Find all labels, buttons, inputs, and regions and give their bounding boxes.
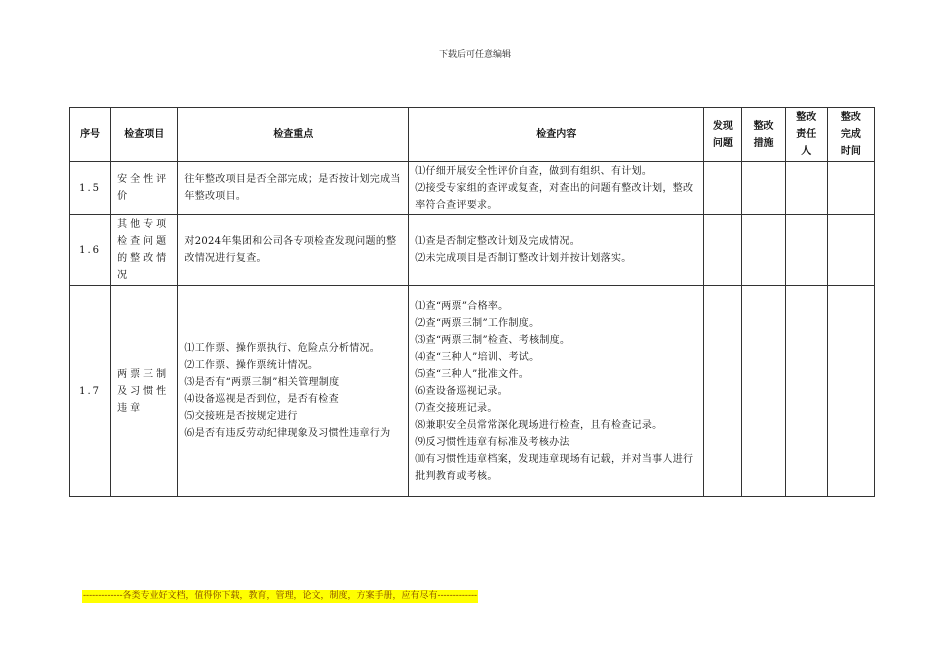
header-item: 检查项目 <box>111 108 178 162</box>
header-found-line2: 问题 <box>712 137 733 149</box>
content-line: ⑽有习惯性违章档案，发现违章现场有记载，并对当事人进行批判教育或考核。 <box>415 453 694 482</box>
cell-completion-time <box>827 215 874 286</box>
row-item: 安全性评价 <box>111 162 178 215</box>
cell-owner <box>785 286 827 497</box>
header-content: 检查内容 <box>409 108 704 162</box>
focus-line: ⑹是否有违反劳动纪律现象及习惯性违章行为 <box>184 428 391 439</box>
focus-line: ⑵工作票、操作票统计情况。 <box>184 360 319 371</box>
header-seq: 序号 <box>70 108 111 162</box>
content-line: ⑴查“两票”合格率。 <box>415 300 509 312</box>
row-seq: 1.5 <box>70 162 111 215</box>
table-row <box>70 215 875 286</box>
inspection-table <box>69 107 875 497</box>
header-found-issues <box>704 108 742 162</box>
content-line: ⑶查“两票三制”检查、考核制度。 <box>415 334 571 346</box>
content-line: ⑹查设备巡视记录。 <box>415 385 508 397</box>
row-seq: 1.7 <box>70 286 111 497</box>
content-line: ⑸查“三种人”批准文件。 <box>415 368 530 380</box>
content-line: ⑷查“三种人”培训、考试。 <box>415 351 540 363</box>
header-owner-line3: 人 <box>801 146 812 157</box>
header-completion-time <box>827 108 874 162</box>
header-found-line1: 发现 <box>712 120 733 132</box>
content-line: ⑴查是否制定整改计划及完成情况。 <box>415 236 581 247</box>
content-line: ⑵未完成项目是否制订整改计划并按计划落实。 <box>415 253 632 264</box>
header-measure-line1: 整改 <box>753 120 774 132</box>
row-focus: 往年整改项目是否全部完成；是否按计划完成当年整改项目。 <box>178 162 409 215</box>
focus-line: ⑴工作票、操作票执行、危险点分析情况。 <box>184 343 381 354</box>
page-header-note: 下载后可任意编辑 <box>438 50 511 60</box>
header-focus: 检查重点 <box>178 108 409 162</box>
content-line: ⑵接受专家组的查评或复查，对查出的问题有整改计划，整改率符合查评要求。 <box>415 182 694 211</box>
content-line: ⑼反习惯性违章有标准及考核办法 <box>415 436 570 448</box>
row-content <box>409 286 704 497</box>
row-focus: 对2024年集团和公司各专项检查发现问题的整改情况进行复查。 <box>178 215 409 286</box>
row-focus <box>178 286 409 497</box>
table-row <box>70 286 875 497</box>
row-item: 其他专项检查问题的整改情况 <box>111 215 178 286</box>
header-time-line3: 时间 <box>840 146 861 157</box>
cell-found-issues <box>704 215 742 286</box>
row-item: 两票三制及习惯性违章 <box>111 286 178 497</box>
content-line: ⑴仔细开展安全性评价自查，做到有组织、有计划。 <box>415 165 653 177</box>
row-seq: 1.6 <box>70 215 111 286</box>
cell-completion-time <box>827 162 874 215</box>
content-line: ⑺查交接班记录。 <box>415 402 498 414</box>
cell-completion-time <box>827 286 874 497</box>
cell-measures <box>742 215 785 286</box>
header-measures <box>742 108 785 162</box>
header-time-line1: 整改 <box>840 112 861 123</box>
focus-line: ⑶是否有“两票三制”相关管理制度 <box>184 377 340 388</box>
content-line: ⑵查“两票三制”工作制度。 <box>415 317 540 329</box>
row-content <box>409 162 704 215</box>
cell-owner <box>785 215 827 286</box>
header-owner-line2: 责任 <box>796 129 817 140</box>
cell-owner <box>785 162 827 215</box>
cell-measures <box>742 286 785 497</box>
table-header-row <box>70 108 875 162</box>
header-time-line2: 完成 <box>840 129 861 140</box>
focus-line: ⑷设备巡视是否到位，是否有检查 <box>184 394 339 405</box>
cell-measures <box>742 162 785 215</box>
cell-found-issues <box>704 162 742 215</box>
cell-found-issues <box>704 286 742 497</box>
row-content <box>409 215 704 286</box>
header-owner-line1: 整改 <box>796 112 817 123</box>
content-line: ⑻兼职安全员常常深化现场进行检查，且有检查记录。 <box>415 419 663 431</box>
header-measure-line2: 措施 <box>753 137 774 149</box>
footer-banner: -------------各类专业好文档，值得你下载，教育，管理，论文，制度，方案手册，应有尽有------------- <box>83 591 478 601</box>
table-row <box>70 162 875 215</box>
header-owner <box>785 108 827 162</box>
focus-line: ⑸交接班是否按规定进行 <box>184 411 298 422</box>
